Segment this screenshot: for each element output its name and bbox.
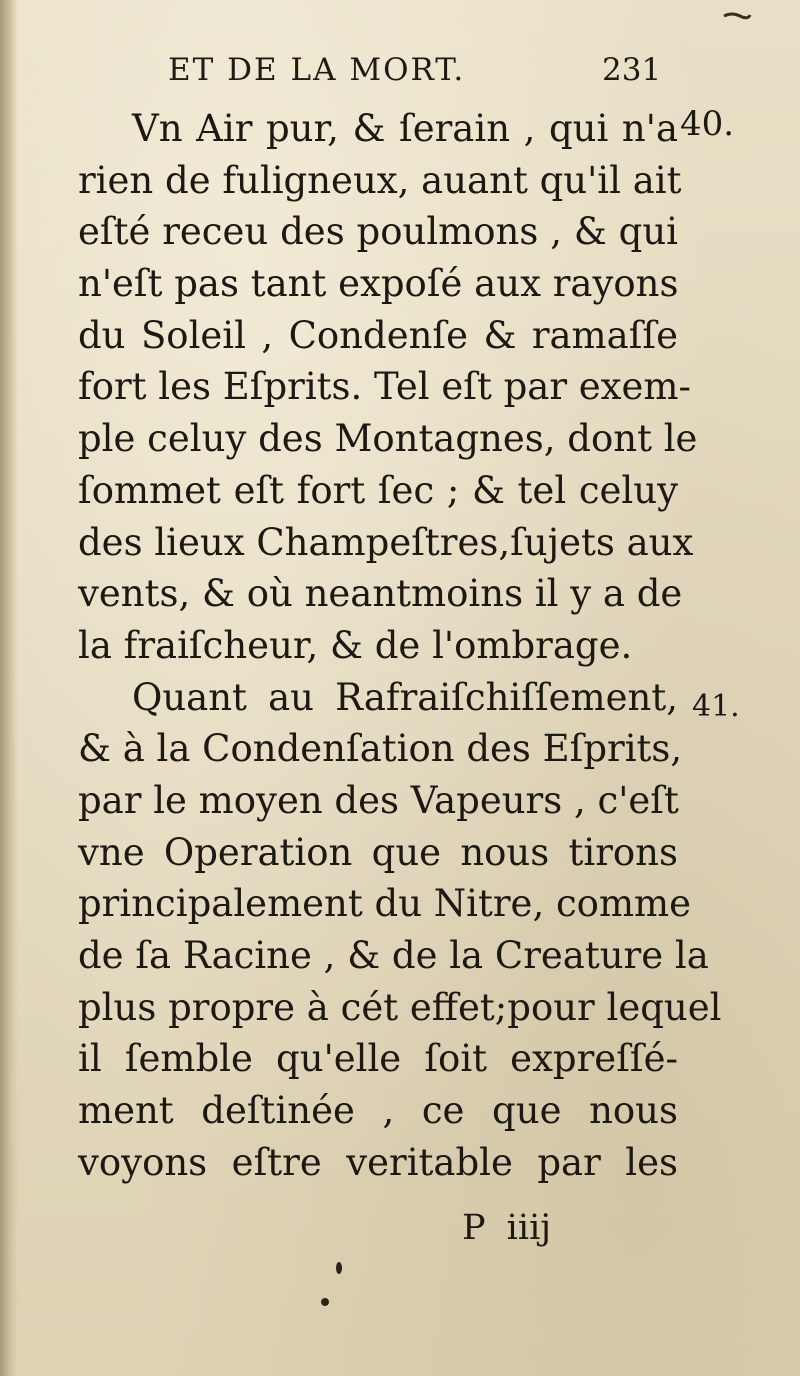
text-line: n'eſt pas tant expoſé aux rayons xyxy=(78,262,679,306)
page-header xyxy=(0,52,800,92)
text-line: Vn Air pur, & ſerain , qui n'a xyxy=(132,107,678,150)
text-line: ment deſtinée , ce que nous xyxy=(78,1089,678,1133)
margin-number: 40. xyxy=(680,104,735,144)
text-line: & à la Condenſation des Eſprits, xyxy=(78,727,683,771)
text-line: rien de fuligneux, auant qu'il ait xyxy=(78,158,682,202)
text-line: voyons eſtre veritable par les xyxy=(78,1140,678,1184)
margin-number: 41. xyxy=(692,689,740,724)
running-head: ET DE LA MORT. xyxy=(168,52,466,88)
page-gutter-shadow xyxy=(0,0,18,1376)
ink-speck xyxy=(321,1298,329,1306)
signature-mark: P iiij xyxy=(462,1208,552,1248)
text-line: plus propre à cét effet;pour lequel xyxy=(78,985,722,1029)
corner-ink-mark xyxy=(722,10,752,22)
text-line: Quant au Rafraiſchiſſement, xyxy=(132,675,678,719)
page-number: 231 xyxy=(602,52,662,88)
text-line: vents, & où neantmoins il y a de xyxy=(78,572,683,616)
ink-speck xyxy=(336,1262,342,1274)
text-line: principalement du Nitre, comme xyxy=(78,882,692,926)
text-line: ple celuy des Montagnes, dont le xyxy=(78,417,698,461)
text-line: vne Operation que nous tirons xyxy=(78,830,678,874)
text-line: de ſa Racine , & de la Creature la xyxy=(78,934,709,977)
text-line: par le moyen des Vapeurs , c'eſt xyxy=(78,778,679,822)
text-line: la fraiſcheur, & de l'ombrage. xyxy=(78,623,633,667)
text-line: fort les Eſprits. Tel eſt par exem- xyxy=(78,365,692,409)
text-line: du Soleil , Condenſe & ramaſſe xyxy=(78,313,678,357)
text-line: ſommet eſt fort ſec ; & tel celuy xyxy=(78,468,678,512)
text-line: des lieux Champeſtres,ſujets aux xyxy=(78,520,694,564)
text-line: eſté receu des poulmons , & qui xyxy=(78,210,678,254)
text-line: il ſemble qu'elle ſoit expreſſé- xyxy=(78,1037,678,1081)
